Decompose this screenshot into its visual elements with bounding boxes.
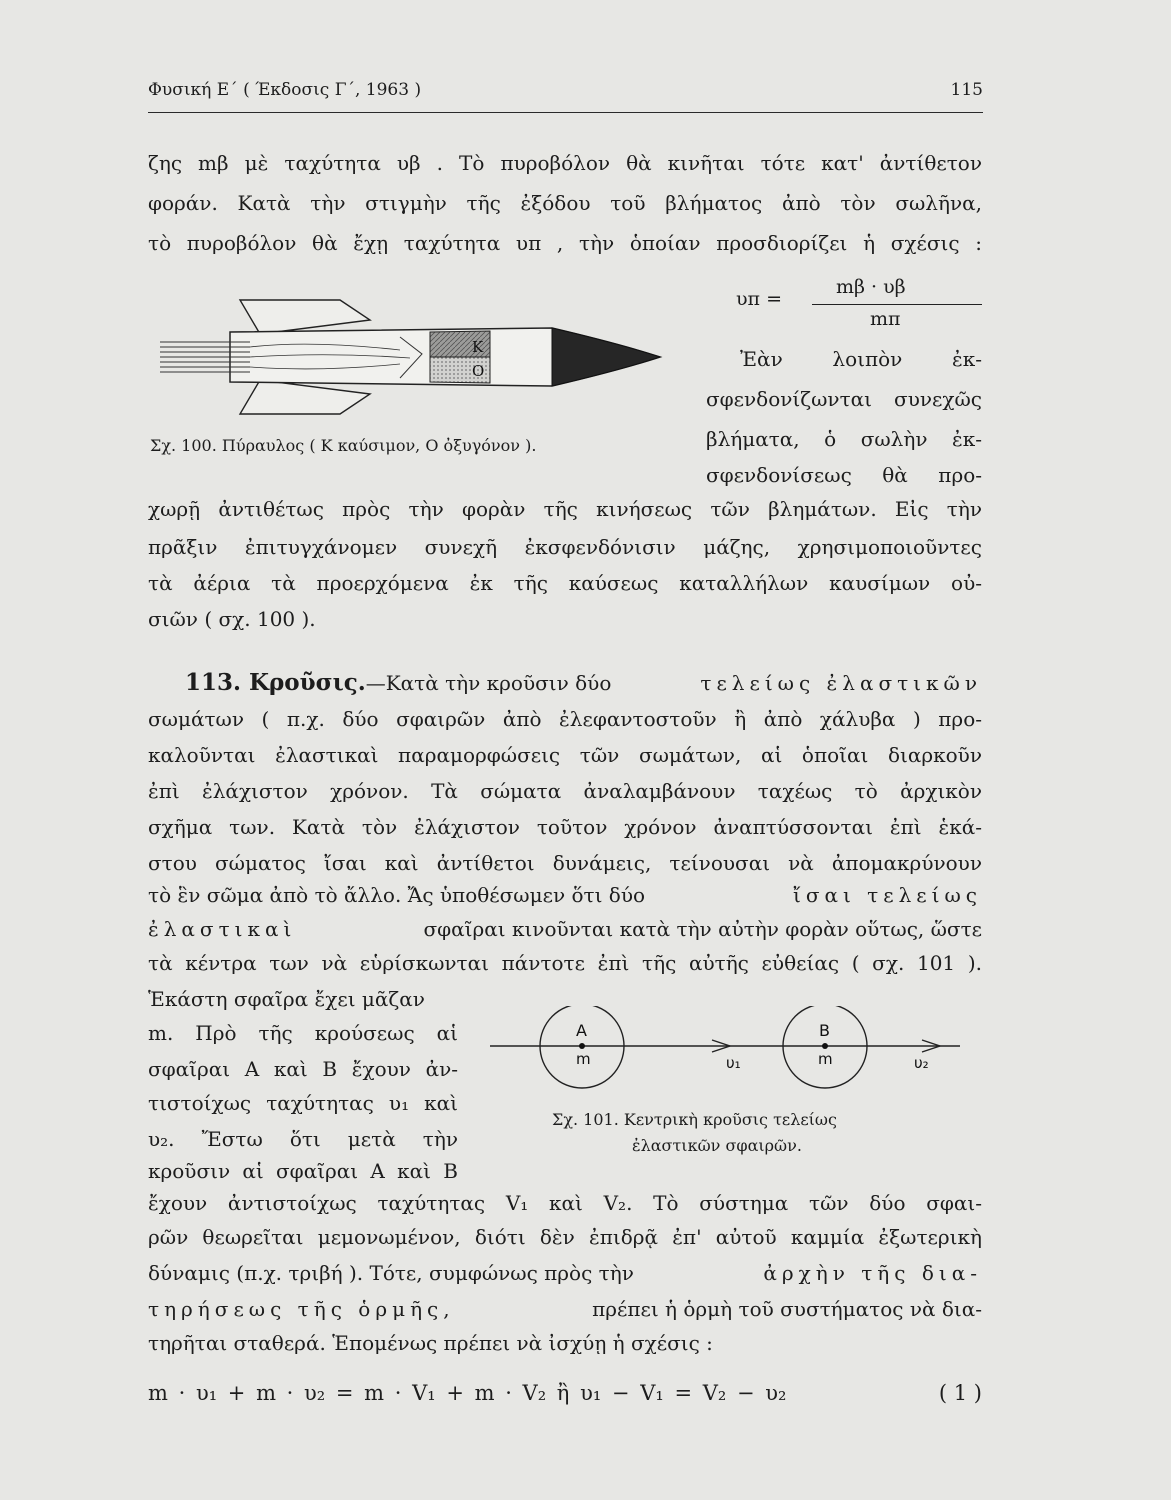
fig101-caption: Σχ. 101. Κεντρικὴ κροῦσις τελείως — [552, 1110, 837, 1129]
formula-denominator: mπ — [870, 308, 901, 330]
text-line: στου σώματος ἴσαι καὶ ἀντίθετοι δυνάμεις, τείνουσαι νὰ ἀπομακρύνουν — [148, 851, 982, 875]
text-line: τὸ πυροβόλον θὰ ἔχῃ ταχύτητα υπ , τὴν ὁποίαν προσδιορίζει ἡ σχέσις : — [148, 231, 982, 255]
label-k: Κ — [472, 338, 484, 356]
text-line: ζης mβ μὲ ταχύτητα υβ . Τὸ πυροβόλον θὰ κινῆται τότε κατ' ἀντίθετον — [148, 151, 982, 175]
text-line: ρῶν θεωρεῖται μεμονωμένον, διότι δὲν ἐπιδρᾷ ἐπ' αὐτοῦ καμμία ἐξωτερικὴ — [148, 1225, 982, 1249]
text-line: ἔχουν ἀντιστοίχως ταχύτητας V₁ καὶ V₂. Τὸ σύστημα τῶν δύο σφαι- — [148, 1191, 982, 1215]
fig101-caption: ἐλαστικῶν σφαιρῶν. — [632, 1136, 802, 1155]
label-b: Β — [819, 1021, 830, 1040]
equation-1 — [148, 1378, 982, 1408]
text-line: τὰ ἀέρια τὰ προερχόμενα ἐκ τῆς καύσεως καταλλήλων καυσίμων οὐ- — [148, 571, 982, 595]
page-number: 115 — [950, 80, 983, 100]
label-v1: υ₁ — [726, 1054, 741, 1072]
side-line: υ₂. Ἔστω ὅτι μετὰ τὴν — [148, 1127, 458, 1151]
text-line: σωμάτων ( π.χ. δύο σφαιρῶν ἀπὸ ἐλεφαντοστοῦν ἢ ἀπὸ χάλυβα ) προ- — [148, 707, 982, 731]
side-line: σφενδονίσεως θὰ προ- — [706, 463, 982, 487]
text-line: δύναμις (π.χ. τριβή ). Τότε, συμφώνως πρὸς τὴν ἀρχὴν τῆς δια- — [148, 1261, 982, 1285]
side-line: σφενδονίζωνται συνεχῶς — [706, 387, 982, 411]
side-line: κροῦσιν αἱ σφαῖραι Α καὶ Β — [148, 1159, 458, 1183]
lower-fin — [240, 380, 370, 414]
running-header — [148, 80, 983, 110]
label-m-a: m — [576, 1050, 591, 1068]
label-m-b: m — [818, 1050, 833, 1068]
side-line: βλήματα, ὁ σωλὴν ἐκ- — [706, 427, 982, 451]
text-line: φοράν. Κατὰ τὴν στιγμὴν τῆς ἐξόδου τοῦ βλήματος ἀπὸ τὸν σωλῆνα, — [148, 191, 982, 215]
upper-fin — [240, 300, 370, 334]
text-line: σιῶν ( σχ. 100 ). — [148, 607, 316, 631]
running-title: Φυσική Ε΄ ( Έκδοσις Γ΄, 1963 ) — [148, 80, 422, 100]
section-first-line: 113. Κροῦσις.—Κατὰ τὴν κροῦσιν δύο τελείως ἐλαστικῶν — [185, 669, 982, 696]
formula-numerator: mβ · υβ — [836, 276, 906, 298]
text-line: χωρῇ ἀντιθέτως πρὸς τὴν φορὰν τῆς κινήσεως τῶν βλημάτων. Εἰς τὴν — [148, 497, 982, 521]
equation-text: m · υ₁ + m · υ₂ = m · V₁ + m · V₂ ἢ υ₁ − V₁ = V₂ − υ₂ — [148, 1381, 787, 1405]
text-line: τὸ ἓν σῶμα ἀπὸ τὸ ἄλλο. Ἄς ὑποθέσωμεν ὅτι δύο ἴσαι τελείως — [148, 883, 982, 907]
section-heading: 113. Κροῦσις. — [185, 669, 366, 696]
warhead — [552, 328, 660, 386]
label-o: Ο — [472, 362, 485, 380]
text-line: τηρῆται σταθερά. Ἑπομένως πρέπει νὰ ἰσχύῃ ἡ σχέσις : — [148, 1331, 713, 1355]
equation-number: ( 1 ) — [938, 1381, 982, 1405]
text-line: τὰ κέντρα των νὰ εὑρίσκωνται πάντοτε ἐπὶ τῆς αὐτῆς εὐθείας ( σχ. 101 ). — [148, 951, 982, 975]
side-line: τιστοίχως ταχύτητας υ₁ καὶ — [148, 1091, 458, 1115]
text-line: ἐλαστικαὶ σφαῖραι κινοῦνται κατὰ τὴν αὐτὴν φορὰν οὕτως, ὥστε — [148, 917, 982, 941]
fraction-bar — [812, 304, 982, 305]
formula-lhs: υπ = — [736, 288, 782, 310]
collision-figure — [490, 1006, 970, 1096]
side-line: m. Πρὸ τῆς κρούσεως αἱ — [148, 1021, 458, 1045]
label-a: Α — [576, 1021, 587, 1040]
text-line: σχῆμα των. Κατὰ τὸν ἐλάχιστον τοῦτον χρόνον ἀναπτύσσονται ἐπὶ ἑκά- — [148, 815, 982, 839]
rocket-figure — [160, 292, 680, 422]
side-line: σφαῖραι Α καὶ Β ἔχουν ἀν- — [148, 1057, 458, 1081]
side-line: Ἑκάστη σφαῖρα ἔχει μᾶζαν — [148, 987, 425, 1011]
side-line: Ἐὰν λοιπὸν ἐκ- — [740, 347, 982, 371]
text-line: ἐπὶ ἐλάχιστον χρόνον. Τὰ σώματα ἀναλαμβάνουν ταχέως τὸ ἀρχικὸν — [148, 779, 982, 803]
fig100-caption: Σχ. 100. Πύραυλος ( Κ καύσιμον, Ο ὀξυγόνον ). — [150, 436, 537, 455]
text-line: τηρήσεως τῆς ὁρμῆς, πρέπει ἡ ὁρμὴ τοῦ συστήματος νὰ δια- — [148, 1297, 982, 1321]
label-v2: υ₂ — [914, 1054, 929, 1072]
text-line: πρᾶξιν ἐπιτυγχάνομεν συνεχῆ ἐκσφενδόνισιν μάζης, χρησιμοποιοῦντες — [148, 535, 982, 559]
text-line: καλοῦνται ἐλαστικαὶ παραμορφώσεις τῶν σωμάτων, αἱ ὁποῖαι διαρκοῦν — [148, 743, 982, 767]
header-rule — [148, 112, 983, 113]
